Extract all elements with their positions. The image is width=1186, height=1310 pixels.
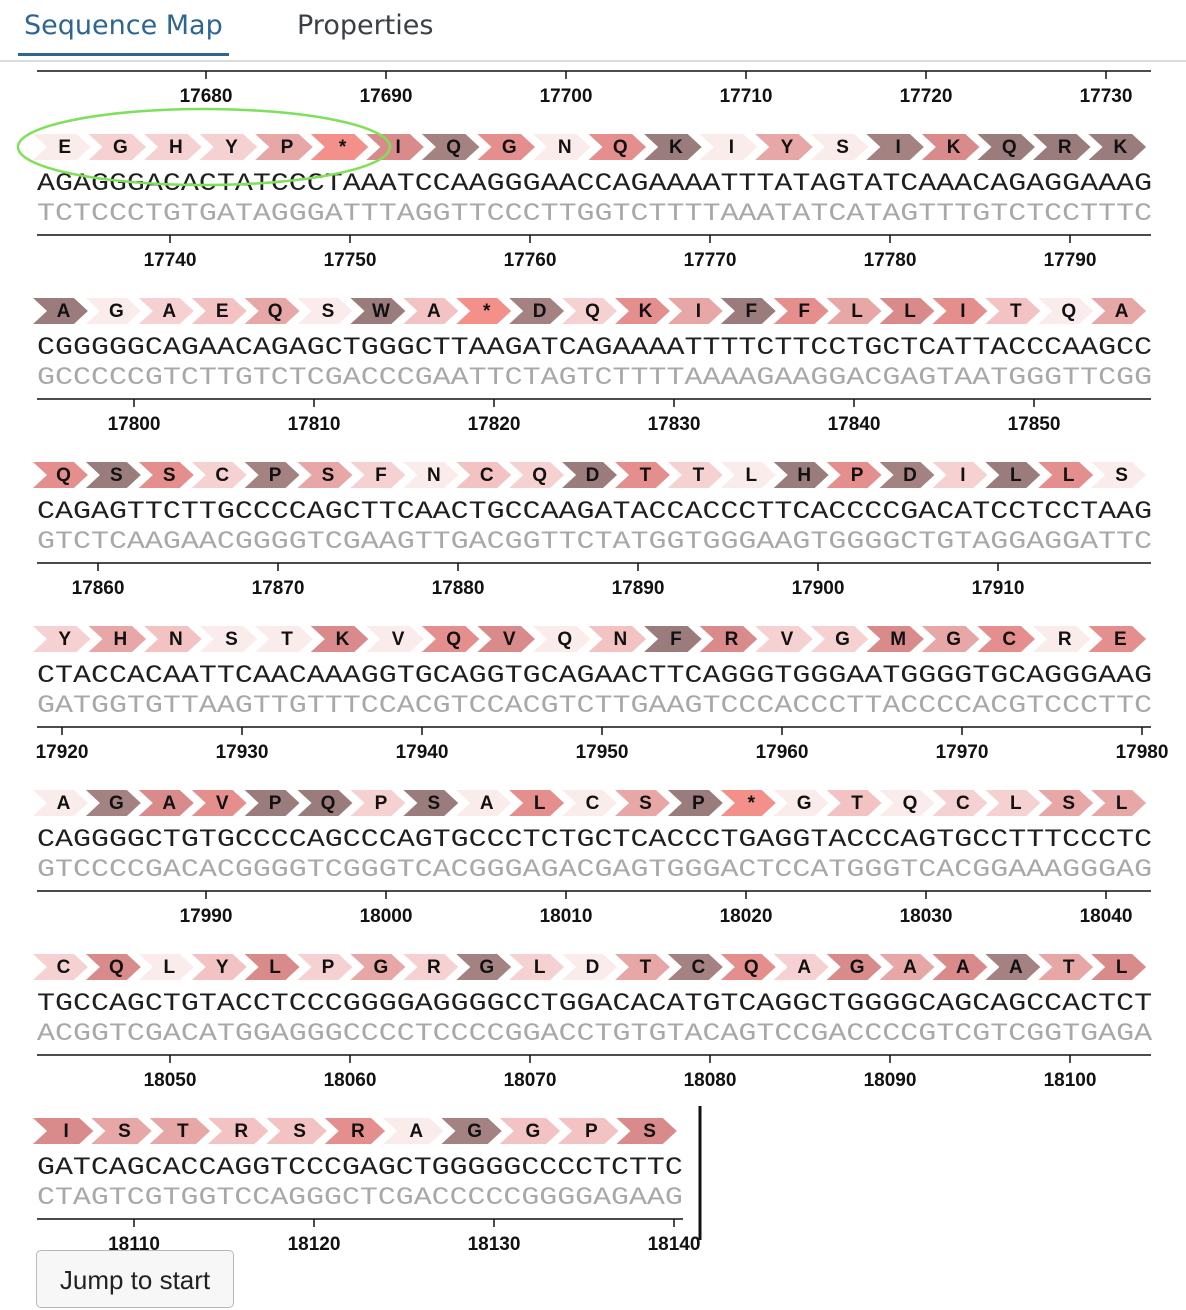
amino-acid-label: C bbox=[956, 793, 970, 814]
ruler-tick-label: 17850 bbox=[1007, 414, 1061, 435]
ruler-tick-label: 18110 bbox=[108, 1234, 160, 1250]
amino-acid-label: G bbox=[946, 629, 962, 650]
amino-acid-label: N bbox=[557, 137, 572, 158]
amino-acid-label: D bbox=[532, 301, 547, 322]
forward-strand-sequence: GATCAGCACCAGGTCCCGAGCTGGGGGCCCCTCTTC bbox=[37, 1153, 683, 1182]
amino-acid-label: Y bbox=[215, 957, 229, 978]
sequence-map[interactable] bbox=[0, 62, 1186, 1250]
amino-acid-label: A bbox=[56, 301, 71, 322]
amino-acid-label: G bbox=[108, 301, 124, 322]
amino-acid-label: G bbox=[108, 793, 124, 814]
amino-acid-label: A bbox=[479, 793, 494, 814]
ruler-tick-label: 17900 bbox=[791, 578, 845, 599]
ruler-tick-label: 17690 bbox=[359, 86, 413, 107]
ruler-tick-label: 17960 bbox=[755, 742, 809, 763]
amino-acid-label: M bbox=[890, 629, 907, 650]
amino-acid-label: H bbox=[169, 137, 183, 158]
ruler-tick-label: 17730 bbox=[1079, 86, 1133, 107]
amino-acid-label: S bbox=[836, 137, 849, 158]
amino-acid-label: K bbox=[335, 629, 350, 650]
amino-acid-label: L bbox=[1062, 465, 1075, 486]
amino-acid-label: Y bbox=[58, 629, 72, 650]
ruler-tick-label: 17790 bbox=[1043, 250, 1097, 271]
amino-acid-label: I bbox=[695, 301, 702, 322]
amino-acid-label: T bbox=[639, 957, 652, 978]
amino-acid-label: E bbox=[1113, 629, 1127, 650]
ruler-tick-label: 17750 bbox=[323, 250, 377, 271]
forward-strand-sequence: CTACCACAATTCAACAAAGGTGCAGGTGCAGAACTTCAGGGTGGGAATGGGGTGCAGGGAAG bbox=[37, 661, 1153, 690]
amino-acid-label: G bbox=[501, 137, 517, 158]
ruler-tick-label: 18090 bbox=[863, 1070, 917, 1091]
ruler-tick-label: 17700 bbox=[539, 86, 593, 107]
amino-acid-label: A bbox=[797, 957, 812, 978]
amino-acid-label: A bbox=[56, 793, 71, 814]
ruler-tick-label: 17980 bbox=[1115, 742, 1169, 763]
ruler-tick-label: 18070 bbox=[503, 1070, 557, 1091]
amino-acid-label: C bbox=[479, 465, 494, 486]
amino-acid-label: S bbox=[639, 793, 652, 814]
amino-acid-label: Q bbox=[267, 301, 283, 322]
amino-acid-label: C bbox=[215, 465, 230, 486]
ruler-tick-label: 18060 bbox=[323, 1070, 377, 1091]
amino-acid-label: R bbox=[1057, 137, 1072, 158]
ruler-tick-label: 17950 bbox=[575, 742, 629, 763]
amino-acid-label: P bbox=[280, 137, 294, 158]
ruler-tick-label: 17920 bbox=[35, 742, 89, 763]
amino-acid-label: L bbox=[533, 957, 546, 978]
amino-acid-label: N bbox=[613, 629, 628, 650]
amino-acid-label: F bbox=[798, 301, 810, 322]
amino-acid-label: G bbox=[373, 957, 389, 978]
amino-acid-label: V bbox=[502, 629, 516, 650]
amino-acid-label: S bbox=[162, 465, 176, 486]
forward-strand-sequence: CGGGGGCAGAACAGAGCTGGGCTTAAGATCAGAAAATTTTCTTCCTGCTCATTACCCAAGCC bbox=[37, 333, 1153, 362]
amino-acid-label: * bbox=[483, 301, 491, 322]
amino-acid-label: W bbox=[371, 301, 390, 322]
amino-acid-label: T bbox=[177, 1121, 189, 1142]
amino-acid-label: S bbox=[427, 793, 441, 814]
amino-acid-label: G bbox=[796, 793, 812, 814]
ruler-tick-label: 18030 bbox=[899, 906, 953, 927]
amino-acid-label: H bbox=[113, 629, 128, 650]
ruler-tick-label: 17990 bbox=[179, 906, 233, 927]
amino-acid-label: H bbox=[797, 465, 812, 486]
amino-acid-label: I bbox=[960, 301, 966, 322]
amino-acid-label: P bbox=[321, 957, 335, 978]
ruler-tick-label: 18080 bbox=[683, 1070, 737, 1091]
amino-acid-label: R bbox=[724, 629, 739, 650]
ruler-tick-label: 18020 bbox=[719, 906, 773, 927]
amino-acid-label: T bbox=[1010, 301, 1022, 322]
ruler-tick-label: 17710 bbox=[719, 86, 773, 107]
forward-strand-sequence: AGAGGGACACTATCCCTAAATCCAAGGGAACCAGAAAATTTATAGTATCAAACAGAGGAAAG bbox=[37, 169, 1153, 198]
amino-acid-label: N bbox=[426, 465, 441, 486]
ruler-tick-label: 18130 bbox=[467, 1234, 521, 1250]
amino-acid-label: A bbox=[903, 957, 917, 978]
amino-acid-label: G bbox=[849, 957, 865, 978]
amino-acid-label: K bbox=[946, 137, 961, 158]
amino-acid-label: S bbox=[225, 629, 238, 650]
jump-to-start-button[interactable]: Jump to start bbox=[36, 1250, 234, 1308]
amino-acid-label: S bbox=[118, 1121, 131, 1142]
amino-acid-label: V bbox=[391, 629, 405, 650]
amino-acid-label: L bbox=[163, 957, 176, 978]
ruler-tick-label: 17930 bbox=[215, 742, 269, 763]
ruler-tick-label: 17830 bbox=[647, 414, 701, 435]
amino-acid-label: Q bbox=[446, 137, 462, 158]
amino-acid-label: F bbox=[670, 629, 682, 650]
ruler-tick-label: 18120 bbox=[287, 1234, 341, 1250]
reverse-strand-sequence: GTCCCCGACACGGGGTCGGGTCACGGGAGACGAGTGGGACTCCATGGGTCACGGAAAGGGAG bbox=[37, 855, 1153, 884]
forward-strand-sequence: CAGAGTTCTTGCCCCAGCTTCAACTGCCAAGATACCACCCTTCACCCCGACATCCTCCTAAG bbox=[37, 497, 1153, 526]
ruler-tick-label: 17840 bbox=[827, 414, 881, 435]
amino-acid-label: R bbox=[1057, 629, 1072, 650]
reverse-strand-sequence: GATGGTGTTAAGTTGTTTCCACGTCCACGTCTTGAAGTCCCACCCTTACCCCACGTCCCTTC bbox=[37, 691, 1153, 720]
ruler-tick-label: 17720 bbox=[899, 86, 953, 107]
amino-acid-label: K bbox=[1113, 137, 1128, 158]
amino-acid-label: I bbox=[960, 465, 966, 486]
amino-acid-label: I bbox=[728, 137, 735, 158]
amino-acid-label: I bbox=[895, 137, 901, 158]
amino-acid-label: A bbox=[426, 301, 441, 322]
ruler-tick-label: 18010 bbox=[539, 906, 593, 927]
amino-acid-label: Y bbox=[780, 137, 794, 158]
ruler-tick-label: 17860 bbox=[71, 578, 125, 599]
amino-acid-label: G bbox=[479, 957, 495, 978]
amino-acid-label: Q bbox=[902, 793, 918, 814]
ruler-tick-label: 17890 bbox=[611, 578, 665, 599]
amino-acid-label: L bbox=[269, 957, 281, 978]
amino-acid-label: S bbox=[1062, 793, 1076, 814]
amino-acid-label: L bbox=[1115, 793, 1128, 814]
amino-acid-label: E bbox=[215, 301, 229, 322]
ruler-tick-label: 17820 bbox=[467, 414, 521, 435]
amino-acid-label: V bbox=[215, 793, 229, 814]
amino-acid-label: S bbox=[321, 465, 335, 486]
amino-acid-label: A bbox=[409, 1121, 424, 1142]
amino-acid-label: A bbox=[1008, 957, 1023, 978]
amino-acid-label: G bbox=[112, 137, 128, 158]
amino-acid-label: S bbox=[1115, 465, 1128, 486]
ruler-tick-label: 17880 bbox=[431, 578, 485, 599]
amino-acid-label: R bbox=[234, 1121, 249, 1142]
ruler-tick-label: 17970 bbox=[935, 742, 989, 763]
amino-acid-label: Y bbox=[225, 137, 238, 158]
amino-acid-label: A bbox=[162, 793, 177, 814]
forward-strand-sequence: CAGGGGCTGTGCCCCAGCCCAGTGCCCTCTGCTCACCCTGAGGTACCCAGTGCCTTTCCCTC bbox=[37, 825, 1153, 854]
amino-acid-label: I bbox=[395, 137, 401, 158]
amino-acid-label: C bbox=[691, 957, 706, 978]
amino-acid-label: T bbox=[281, 629, 293, 650]
amino-acid-label: E bbox=[58, 137, 72, 158]
amino-acid-label: F bbox=[745, 301, 758, 322]
ruler-tick-label: 17680 bbox=[179, 86, 233, 107]
amino-acid-label: S bbox=[110, 465, 123, 486]
amino-acid-label: P bbox=[584, 1121, 598, 1142]
amino-acid-label: D bbox=[585, 957, 600, 978]
reverse-strand-sequence: ACGGTCGACATGGAGGGCCCCTCCCCGGACCTGTGTACAGTCCGACCCCGTCGTCGGTGAGA bbox=[37, 1019, 1153, 1048]
ruler-tick-label: 18100 bbox=[1043, 1070, 1097, 1091]
ruler-tick-label: 18050 bbox=[143, 1070, 197, 1091]
amino-acid-label: L bbox=[904, 301, 916, 322]
amino-acid-label: P bbox=[850, 465, 864, 486]
amino-acid-label: Q bbox=[108, 957, 124, 978]
ruler-tick-label: 17810 bbox=[287, 414, 341, 435]
amino-acid-label: C bbox=[1002, 629, 1017, 650]
ruler-tick-label: 17800 bbox=[107, 414, 161, 435]
forward-strand-sequence: TGCCAGCTGTACCTCCCGGGGAGGGGCCTGGACACATGTCAGGCTGGGGCAGCAGCCACTCT bbox=[37, 989, 1153, 1018]
amino-acid-label: C bbox=[585, 793, 600, 814]
amino-acid-label: G bbox=[525, 1121, 541, 1142]
ruler-tick-label: 17910 bbox=[971, 578, 1025, 599]
ruler-tick-label: 17770 bbox=[683, 250, 737, 271]
reverse-strand-sequence: CTAGTCGTGGTCCAGGGCTCGACCCCCGGGGAGAAG bbox=[37, 1183, 683, 1212]
amino-acid-label: A bbox=[162, 301, 177, 322]
ruler-tick-label: 18040 bbox=[1079, 906, 1133, 927]
amino-acid-label: P bbox=[268, 793, 282, 814]
amino-acid-label: Q bbox=[612, 137, 628, 158]
amino-acid-label: C bbox=[56, 957, 71, 978]
amino-acid-label: L bbox=[1115, 957, 1128, 978]
amino-acid-label: P bbox=[692, 793, 705, 814]
amino-acid-label: * bbox=[747, 793, 755, 814]
amino-acid-label: L bbox=[1010, 465, 1022, 486]
amino-acid-label: F bbox=[375, 465, 387, 486]
amino-acid-label: Q bbox=[557, 629, 573, 650]
amino-acid-label: R bbox=[351, 1121, 365, 1142]
ruler-tick-label: 17740 bbox=[143, 250, 197, 271]
amino-acid-label: S bbox=[293, 1121, 306, 1142]
amino-acid-label: Q bbox=[1061, 301, 1077, 322]
ruler-tick-label: 17780 bbox=[863, 250, 917, 271]
amino-acid-label: S bbox=[643, 1121, 656, 1142]
amino-acid-label: T bbox=[639, 465, 652, 486]
ruler-tick-label: 17940 bbox=[395, 742, 449, 763]
reverse-strand-sequence: GCCCCCGTCTTGTCTCGACCCGAATTCTAGTCTTTTAAAAGAAGGACGAGTAATGGGTTCGG bbox=[37, 363, 1153, 392]
ruler-tick-label: 17870 bbox=[251, 578, 305, 599]
amino-acid-label: D bbox=[585, 465, 600, 486]
amino-acid-label: K bbox=[669, 137, 683, 158]
amino-acid-label: L bbox=[851, 301, 863, 322]
reverse-strand-sequence: TCTCCCTGTGATAGGGATTTAGGTTCCCTTGGTCTTTTAAATATCATAGTTTGTCTCCTTTC bbox=[37, 199, 1153, 228]
ruler-tick-label: 17760 bbox=[503, 250, 557, 271]
amino-acid-label: L bbox=[1010, 793, 1022, 814]
amino-acid-label: I bbox=[63, 1121, 69, 1142]
tab-bar bbox=[0, 0, 1186, 62]
amino-acid-label: S bbox=[321, 301, 335, 322]
amino-acid-label: Q bbox=[532, 465, 548, 486]
amino-acid-label: Q bbox=[1001, 137, 1017, 158]
amino-acid-label: A bbox=[1114, 301, 1129, 322]
ruler-tick-label: 18000 bbox=[359, 906, 413, 927]
amino-acid-label: Q bbox=[585, 301, 600, 322]
amino-acid-label: G bbox=[835, 629, 850, 650]
amino-acid-label: * bbox=[338, 137, 347, 158]
amino-acid-label: A bbox=[956, 957, 970, 978]
reverse-strand-sequence: GTCTCAAGAACGGGGTCGAAGTTGACGGTTCTATGGTGGGAAGTGGGGCTGTAGGAGGATTC bbox=[37, 527, 1153, 556]
amino-acid-label: P bbox=[268, 465, 282, 486]
amino-acid-label: Q bbox=[56, 465, 71, 486]
amino-acid-label: T bbox=[692, 465, 705, 486]
ruler-tick-label: 18140 bbox=[647, 1234, 701, 1250]
amino-acid-label: N bbox=[169, 629, 183, 650]
tab-properties[interactable]: Properties bbox=[297, 10, 434, 41]
amino-acid-label: L bbox=[533, 793, 546, 814]
amino-acid-label: G bbox=[467, 1121, 482, 1142]
amino-acid-label: Q bbox=[320, 793, 336, 814]
amino-acid-label: Q bbox=[743, 957, 759, 978]
amino-acid-label: Q bbox=[446, 629, 462, 650]
amino-acid-label: P bbox=[374, 793, 388, 814]
amino-acid-label: R bbox=[426, 957, 441, 978]
amino-acid-label: K bbox=[638, 301, 653, 322]
tab-sequence-map[interactable]: Sequence Map bbox=[18, 0, 229, 58]
amino-acid-label: D bbox=[903, 465, 917, 486]
amino-acid-label: T bbox=[1062, 957, 1075, 978]
amino-acid-label: T bbox=[851, 793, 863, 814]
amino-acid-label: V bbox=[780, 629, 794, 650]
amino-acid-label: L bbox=[745, 465, 758, 486]
